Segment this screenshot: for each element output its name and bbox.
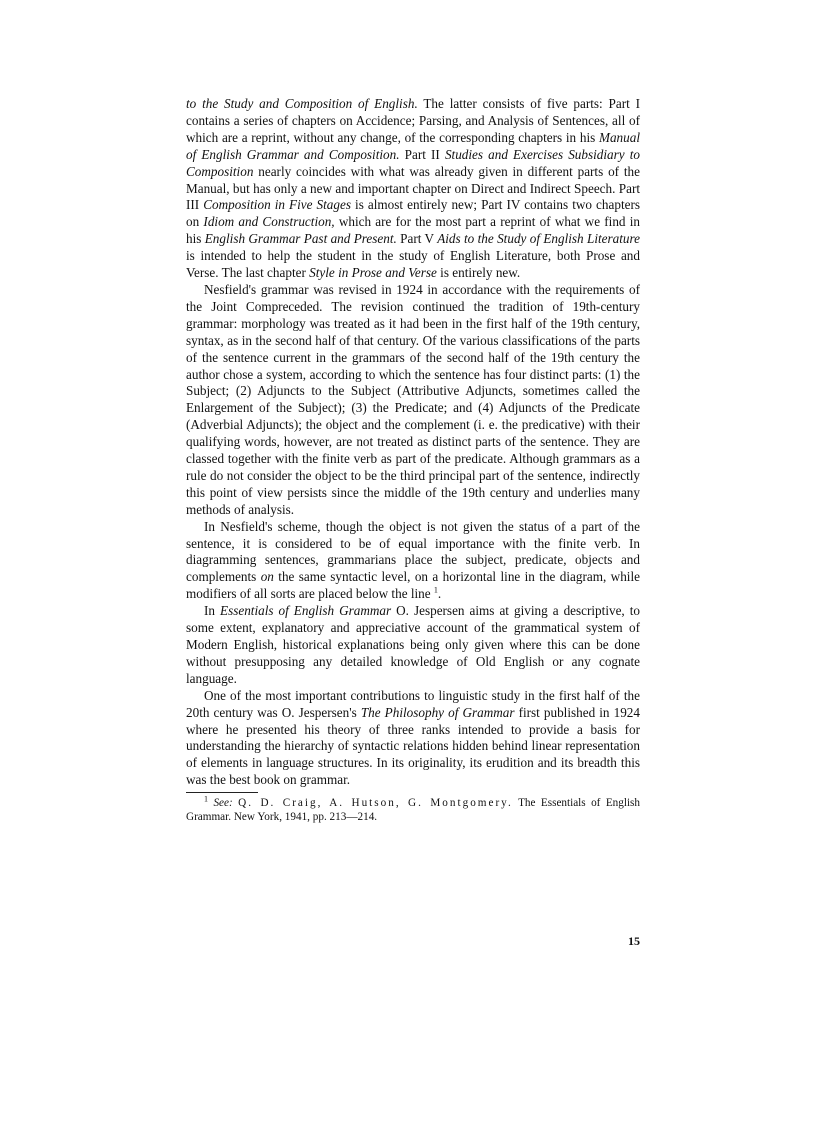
footnote-authors: Q. D. Craig, A. Hutson, G. Montgomery. <box>238 797 513 810</box>
text-run: is entirely new. <box>436 265 521 281</box>
italic-title: English Grammar Past and Present. <box>204 231 397 247</box>
italic-title: Style in Prose and Verse <box>309 265 437 281</box>
italic-title: Aids to the Study of English Literature <box>437 231 641 247</box>
page-number: 15 <box>628 934 640 948</box>
italic-title: The Philosophy of Grammar <box>360 704 515 720</box>
page-body <box>186 96 640 824</box>
italic-title: Essentials of English Grammar <box>220 603 392 619</box>
paragraph-jespersen-philosophy <box>186 688 640 789</box>
text-run: nearly coincides with what was already given in different parts of the Manual, but has only a new and important chapter on Direct and Indirect Speech. Part III <box>186 163 640 213</box>
text-run: O. Jespersen aims at giving a descriptive, to some extent, explanatory and appreciative account of the grammatical system of Modern English, historical explanations being only given where this can be done without presupposing any detailed knowledge of Old English or any cognate language. <box>186 603 640 686</box>
paragraph-nesfield-parts <box>186 96 640 282</box>
italic-title: Composition in Five Stages <box>203 197 351 213</box>
italic-title: to the Study and Composition of English. <box>186 96 418 111</box>
footnote <box>186 796 640 824</box>
text-run: is intended to help the student in the study of English Literature, both Prose and Verse. The last chapter <box>186 248 640 281</box>
paragraph-jespersen-essentials <box>186 603 640 688</box>
italic-title: Manual of English Grammar and Composition. <box>186 129 640 162</box>
text-run: The latter consists of five parts: Part I contains a series of chapters on Accidence; Parsing, and Analysis of Sentences, all of which are a reprint, without any change, of the corresponding chapters in his <box>186 96 640 145</box>
footnote-divider <box>186 792 258 793</box>
text-run: One of the most important contributions to linguistic study in the first half of the 20th century was O. Jespersen's <box>186 687 640 720</box>
paragraph-nesfield-scheme <box>186 519 640 604</box>
italic-title: Studies and Exercises Subsidiary to Composition <box>186 146 640 179</box>
footnote-see-label: See: <box>213 797 233 810</box>
text-run: which are for the most part a reprint of what we find in his <box>186 214 641 247</box>
text-run: Part II <box>399 146 445 162</box>
text-run: In <box>204 603 221 619</box>
footnote-citation: The Essentials of English Grammar. New York, 1941, pp. 213—214. <box>186 797 641 824</box>
footnote-reference[interactable]: 1 <box>433 585 438 595</box>
text-run: first published in 1924 where he presented his theory of three ranks intended to provide a basis for understanding the hierarchy of syntactic relations hidden behind linear representation of elements in language structures. In its originality, its erudition and its breadth this was the best book on grammar. <box>186 704 640 788</box>
text-run: Part V <box>396 231 438 247</box>
text-run: is almost entirely new; Part IV contains two chapters on <box>186 197 640 230</box>
italic-title: Idiom and Construction, <box>203 214 335 230</box>
paragraph-nesfield-revision: Nesfield's grammar was revised in 1924 in accordance with the requirements of the Joint Compreceded. The revision continued the tradition of 19th-century grammar: morphology was treated as it had been in the first half of the 19th century, syntax, as in the second half of that century. Of the various classifications of the parts of the sentence current in the grammars of the second half of the 19th century the author chose a system, according to which the sentence has four distinct parts: (1) the Subject; (2) Adjuncts to the Subject (Attributive Adjuncts, sometimes called the Enlargement of the Subject); (3) the Predicate; and (4) Adjuncts of the Predicate (Adverbial Adjuncts); the object and the complement (i. e. the predicative) with their qualifying words, however, are not treated as distinct parts of the sentence. They are classed together with the finite verb as part of the predicate. Although grammars as a rule do not consider the object to be the third principal part of the sentence, indirectly this point of view persists since the middle of the 19th century and underlies many methods of analysis. <box>186 281 640 517</box>
text-run: . <box>437 586 442 602</box>
italic-word: on <box>260 569 274 585</box>
text-run: In Nesfield's scheme, though the object is not given the status of a part of the sentence, it is considered to be of equal importance with the finite verb. In diagramming sentences, grammarians place the subject, predicate, objects and complements <box>186 518 640 585</box>
text-run: the same syntactic level, on a horizontal line in the diagram, while modifiers of all sorts are placed below the line <box>186 569 640 602</box>
footnote-marker: 1 <box>204 794 208 804</box>
